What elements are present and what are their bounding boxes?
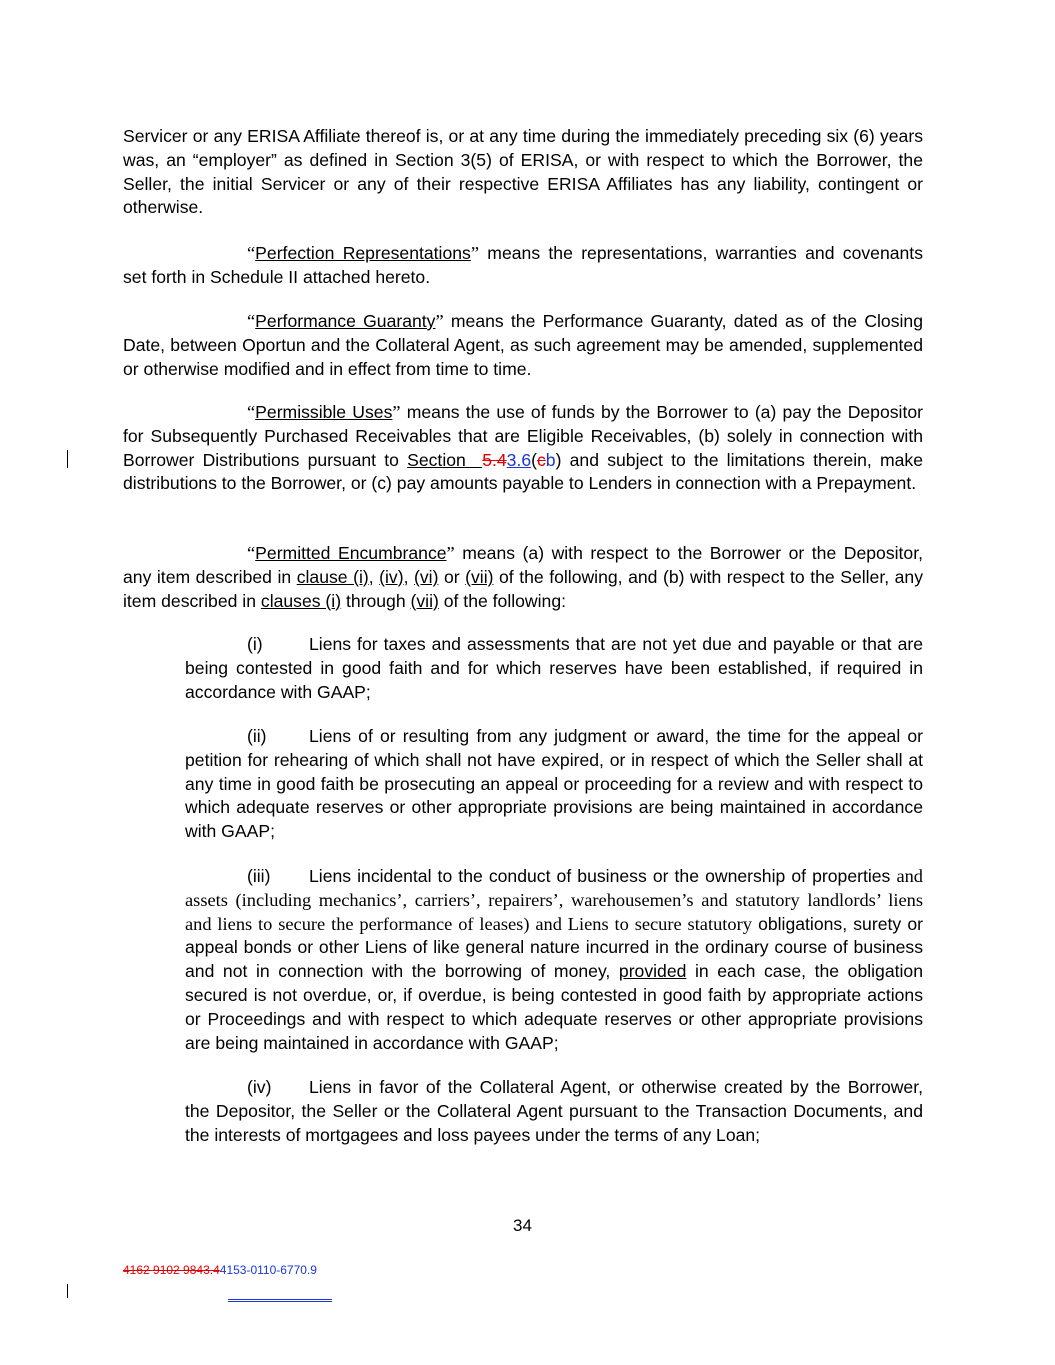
definition-text: means the Performance Guaranty, dated as of the Closing Date, between Oportun and the Collateral Agent, as such agreement may be amended, supplemented or otherwise modified and in effect from time to time. bbox=[123, 311, 923, 379]
open-quote: “ bbox=[247, 543, 256, 563]
definition-performance-guaranty bbox=[123, 310, 923, 381]
section-reference: Section bbox=[407, 449, 466, 470]
clause-reference: (vi) bbox=[414, 566, 439, 587]
list-item bbox=[185, 725, 923, 844]
paren-close: ) bbox=[555, 449, 562, 470]
provided-term: provided bbox=[618, 961, 687, 982]
clause-reference: clause (i) bbox=[296, 566, 369, 587]
deleted-text: c bbox=[537, 449, 546, 470]
item-text: Liens incidental to the conduct of business or the ownership of properties bbox=[309, 866, 897, 886]
list-item bbox=[185, 633, 923, 704]
defined-term: Permissible Uses bbox=[255, 402, 393, 422]
item-text: in each case, the obligation secured is not overdue, or, if overdue, is being contested in good faith by appropriate actions or Proceedings and with respect to which adequate reserves or other appropriate provisions are being maintained in accordance with GAAP; bbox=[185, 961, 923, 1053]
definition-perfection-representations bbox=[123, 242, 923, 290]
definition-text: means the use of funds by the Borrower to (a) pay the Depositor for Subsequently Purchased Receivables that are Eligible Receivables, (b) solely in connection with Borrower Distributions pursuant to bbox=[123, 402, 923, 470]
document-id bbox=[123, 1263, 317, 1277]
change-bar bbox=[67, 1284, 68, 1298]
inserted-text: 3.6 bbox=[506, 449, 532, 470]
deleted-text: 5.4 bbox=[482, 449, 507, 470]
item-number: (i) bbox=[247, 634, 263, 654]
definition-text: means the representations, warranties and covenants set forth in Schedule II attached hereto. bbox=[123, 243, 923, 287]
close-quote: ” bbox=[435, 311, 444, 331]
definition-text: , bbox=[403, 566, 414, 587]
item-text: Liens of or resulting from any judgment or award, the time for the appeal or petition for rehearing of which shall not have expired, or in respect of which the Seller shall at any time in good faith be prosecuting an appeal or proceeding for a review and with respect to which adequate reserves or other appropriate provisions are being maintained in accordance with GAAP; bbox=[185, 726, 923, 842]
deleted-doc-id: 4162 9102 9843.4 bbox=[123, 1263, 220, 1277]
definition-text: or bbox=[438, 566, 466, 587]
continuation-paragraph: Servicer or any ERISA Affiliate thereof is, or at any time during the immediately preceding six (6) years was, an “employer” as defined in Section 3(5) of ERISA, or with respect to which the Borrower, the Seller, the initial Servicer or any of their respective ERISA Affiliates has any liability, contingent or otherwise. bbox=[123, 126, 923, 218]
list-item bbox=[185, 865, 923, 1055]
definition-text: means (a) with respect to the Borrower or the Depositor, any item described in bbox=[123, 543, 923, 587]
defined-term: Permitted Encumbrance bbox=[255, 543, 447, 563]
definition-text: and subject to the limitations therein, make distributions to the Borrower, or (c) pay amounts payable to Lenders in connection with a Prepayment. bbox=[123, 449, 923, 494]
page-number: 34 bbox=[513, 1216, 532, 1235]
item-number: (iii) bbox=[247, 866, 271, 886]
definition-text: through bbox=[341, 590, 411, 611]
defined-term: Perfection Representations bbox=[255, 243, 471, 263]
defined-term: Performance Guaranty bbox=[255, 311, 436, 331]
definition-text: of the following, and (b) with respect to the Seller, any item described in bbox=[123, 566, 924, 611]
clause-reference: (vii) bbox=[465, 566, 494, 587]
item-text: obligations, surety or appeal bonds or other Liens of like general nature incurred in the ordinary course of business and not in connection with the borrowing of money, bbox=[185, 913, 923, 982]
inserted-text: b bbox=[545, 449, 556, 470]
clause-reference: clauses (i) bbox=[260, 590, 342, 611]
close-quote: ” bbox=[470, 243, 479, 263]
item-number: (iv) bbox=[247, 1077, 272, 1097]
change-bar bbox=[67, 450, 68, 468]
item-text: Liens in favor of the Collateral Agent, or otherwise created by the Borrower, the Depositor, the Seller or the Collateral Agent pursuant to the Transaction Documents, and the interests of mortgagees and loss payees under the terms of any Loan; bbox=[185, 1077, 923, 1145]
item-number: (ii) bbox=[247, 726, 267, 746]
inserted-doc-id: 4153-0110-6770.9 bbox=[219, 1263, 317, 1277]
open-quote: “ bbox=[247, 402, 256, 422]
footer-rule bbox=[228, 1299, 332, 1302]
definition-text: , bbox=[368, 566, 380, 587]
definition-permissible-uses bbox=[123, 401, 923, 496]
open-quote: “ bbox=[247, 243, 256, 263]
item-text: Liens for taxes and assessments that are not yet due and payable or that are being contested in good faith and for which reserves have been established, if required in accordance with GAAP; bbox=[185, 634, 923, 702]
close-quote: ” bbox=[446, 543, 455, 563]
clause-reference: (iv) bbox=[379, 566, 404, 587]
open-quote: “ bbox=[247, 311, 256, 331]
item-text: and assets (including mechanics’, carriers’, repairers’, warehousemen’s and statutory landlords’ liens and liens to secure the performance of leases) and Liens to secure statutory bbox=[185, 866, 923, 934]
paren-open: ( bbox=[531, 449, 537, 470]
definition-text: of the following: bbox=[438, 590, 567, 611]
clause-reference: (vii) bbox=[410, 590, 439, 611]
list-item bbox=[185, 1076, 923, 1147]
close-quote: ” bbox=[392, 402, 401, 422]
definition-permitted-encumbrance bbox=[123, 542, 923, 613]
